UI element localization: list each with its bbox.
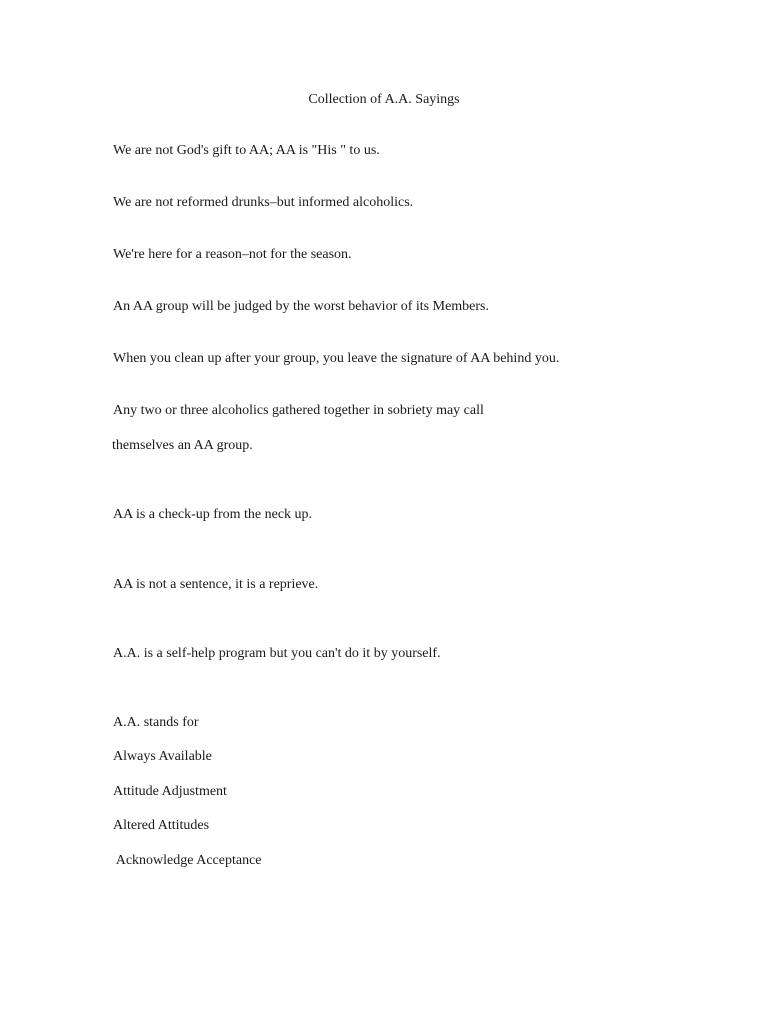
saying-line: We are not God's gift to AA; AA is "His " to us. [113, 143, 380, 158]
saying-line: We are not reformed drunks–but informed alcoholics. [113, 195, 414, 210]
page-title: Collection of A.A. Sayings [308, 92, 460, 107]
saying-line: When you clean up after your group, you leave the signature of AA behind you. [113, 351, 560, 366]
saying-line: Attitude Adjustment [113, 784, 227, 799]
saying-line: An AA group will be judged by the worst behavior of its Members. [113, 299, 490, 314]
saying-line: A.A. stands for [113, 715, 199, 730]
saying-line: AA is not a sentence, it is a reprieve. [113, 577, 319, 592]
saying-line: themselves an AA group. [112, 438, 253, 453]
saying-line: AA is a check-up from the neck up. [113, 507, 313, 522]
saying-line: Always Available [113, 749, 212, 764]
saying-line: Acknowledge Acceptance [113, 853, 262, 868]
saying-line: Altered Attitudes [113, 818, 210, 833]
saying-line: Any two or three alcoholics gathered together in sobriety may call [113, 403, 484, 418]
saying-line: We're here for a reason–not for the season. [113, 247, 352, 262]
saying-line: A.A. is a self-help program but you can't do it by yourself. [113, 646, 441, 661]
